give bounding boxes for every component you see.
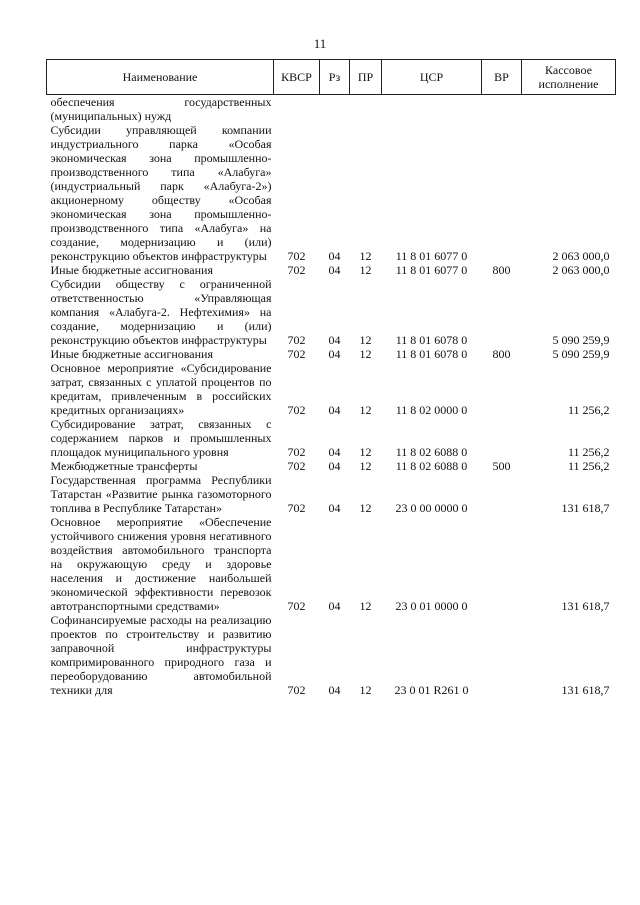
row-pr: 12 (359, 445, 372, 459)
row-pr: 12 (359, 599, 372, 613)
row-amount: 5 090 259,9 (552, 333, 610, 347)
table-row (47, 473, 616, 515)
row-pr: 12 (359, 249, 372, 263)
row-rz: 04 (328, 501, 341, 515)
row-amount: 5 090 259,9 (552, 347, 610, 361)
row-amount (522, 95, 616, 124)
table-row (47, 95, 616, 124)
row-pr: 12 (359, 403, 372, 417)
row-name: Софинансируемые расходы на реализацию проектов по строительству и развитию заправочной инфраструктуры компримированного природного газа и переоборудованию автомобильной техники для (50, 613, 272, 697)
row-csr: 11 8 01 6078 0 (395, 333, 468, 347)
row-csr: 23 0 00 0000 0 (395, 501, 468, 515)
row-kvsr (274, 95, 320, 124)
table-row (47, 613, 616, 697)
budget-table (46, 59, 616, 697)
row-kvsr: 702 (287, 459, 306, 473)
row-name: Государственная программа Республики Татарстан «Развитие рынка газомоторного топлива в Республике Татарстан» (50, 473, 272, 515)
row-kvsr: 702 (287, 263, 306, 277)
row-csr: 11 8 02 6088 0 (395, 445, 468, 459)
row-rz (320, 95, 350, 124)
row-pr: 12 (359, 333, 372, 347)
row-rz: 04 (328, 459, 341, 473)
table-row (47, 123, 616, 263)
row-pr: 12 (359, 347, 372, 361)
row-rz: 04 (328, 683, 341, 697)
row-amount: 11 256,2 (567, 459, 610, 473)
row-pr: 12 (359, 683, 372, 697)
row-vr (482, 95, 522, 124)
page-number: 11 (313, 36, 327, 51)
row-vr (482, 277, 522, 347)
row-rz: 04 (328, 599, 341, 613)
row-kvsr: 702 (287, 599, 306, 613)
header-cash-execution (522, 60, 616, 95)
row-kvsr: 702 (287, 445, 306, 459)
row-vr: 500 (492, 459, 511, 473)
table-row (47, 263, 616, 277)
table-row (47, 459, 616, 473)
row-csr: 11 8 01 6077 0 (395, 263, 468, 277)
row-amount: 131 618,7 (561, 683, 610, 697)
row-pr: 12 (359, 459, 372, 473)
row-vr (482, 473, 522, 515)
row-name: Основное мероприятие «Обеспечение устойчивого снижения уровня негативного воздействия автомобильного транспорта на окружающую среду и здоровье населения и достижение наибольшей экономической эффективности перевозок автотранспортными средствами» (50, 515, 272, 613)
row-name: Иные бюджетные ассигнования (50, 263, 213, 277)
row-vr (482, 361, 522, 417)
header-pr: ПР (350, 60, 382, 95)
row-rz: 04 (328, 445, 341, 459)
row-kvsr: 702 (287, 347, 306, 361)
row-vr (482, 515, 522, 613)
row-amount: 131 618,7 (561, 501, 610, 515)
table-row (47, 361, 616, 417)
row-csr: 11 8 02 0000 0 (395, 403, 468, 417)
row-kvsr: 702 (287, 333, 306, 347)
row-rz: 04 (328, 333, 341, 347)
row-rz: 04 (328, 347, 341, 361)
row-name: обеспечения государственных (муниципальных) нужд (50, 95, 272, 123)
row-amount: 131 618,7 (561, 599, 610, 613)
row-rz: 04 (328, 249, 341, 263)
row-name: Основное мероприятие «Субсидирование затрат, связанных с уплатой процентов по кредитам, привлеченным в российских кредитных организациях» (50, 361, 272, 417)
row-pr: 12 (359, 501, 372, 515)
row-amount: 11 256,2 (567, 403, 610, 417)
row-rz: 04 (328, 263, 341, 277)
header-name: Наименование (47, 60, 274, 95)
row-vr (482, 613, 522, 697)
row-csr: 11 8 02 6088 0 (395, 459, 468, 473)
row-amount: 11 256,2 (567, 445, 610, 459)
row-pr: 12 (359, 263, 372, 277)
table-header-row (47, 60, 616, 95)
row-vr: 800 (492, 263, 511, 277)
row-csr: 11 8 01 6077 0 (395, 249, 468, 263)
header-rz: Рз (320, 60, 350, 95)
table-row (47, 417, 616, 459)
header-csr: ЦСР (382, 60, 482, 95)
header-cash-line2: исполнение (538, 77, 599, 91)
row-vr (482, 417, 522, 459)
row-name: Субсидирование затрат, связанных с содержанием парков и промышленных площадок муниципального уровня (50, 417, 272, 459)
row-csr (382, 95, 482, 124)
table-row (47, 347, 616, 361)
row-kvsr: 702 (287, 501, 306, 515)
header-vr: ВР (482, 60, 522, 95)
table-row (47, 277, 616, 347)
row-name: Субсидии управляющей компании индустриального парка «Особая экономическая зона промышленно-производственного типа «Алабуга» (индустриальный парк «Алабуга-2») акционерному обществу «Особая экономическая зона промышленно-производственного типа «Алабуга» на создание, модернизацию и (или) реконструкцию объектов инфраструктуры (50, 123, 272, 263)
row-name: Иные бюджетные ассигнования (50, 347, 213, 361)
row-kvsr: 702 (287, 683, 306, 697)
row-amount: 2 063 000,0 (552, 263, 610, 277)
row-name: Субсидии обществу с ограниченной ответственностью «Управляющая компания «Алабуга-2. Нефтехимия» на создание, модернизацию и (или) реконструкцию объектов инфраструктуры (50, 277, 272, 347)
row-name: Межбюджетные трансферты (50, 459, 198, 473)
row-csr: 23 0 01 R261 0 (394, 683, 469, 697)
row-csr: 11 8 01 6078 0 (395, 347, 468, 361)
table-row (47, 515, 616, 613)
header-kvsr: КВСР (274, 60, 320, 95)
row-kvsr: 702 (287, 403, 306, 417)
row-vr (482, 123, 522, 263)
row-kvsr: 702 (287, 249, 306, 263)
row-pr (350, 95, 382, 124)
header-cash-line1: Кассовое (545, 63, 592, 77)
row-csr: 23 0 01 0000 0 (395, 599, 468, 613)
row-amount: 2 063 000,0 (552, 249, 610, 263)
row-rz: 04 (328, 403, 341, 417)
row-vr: 800 (492, 347, 511, 361)
